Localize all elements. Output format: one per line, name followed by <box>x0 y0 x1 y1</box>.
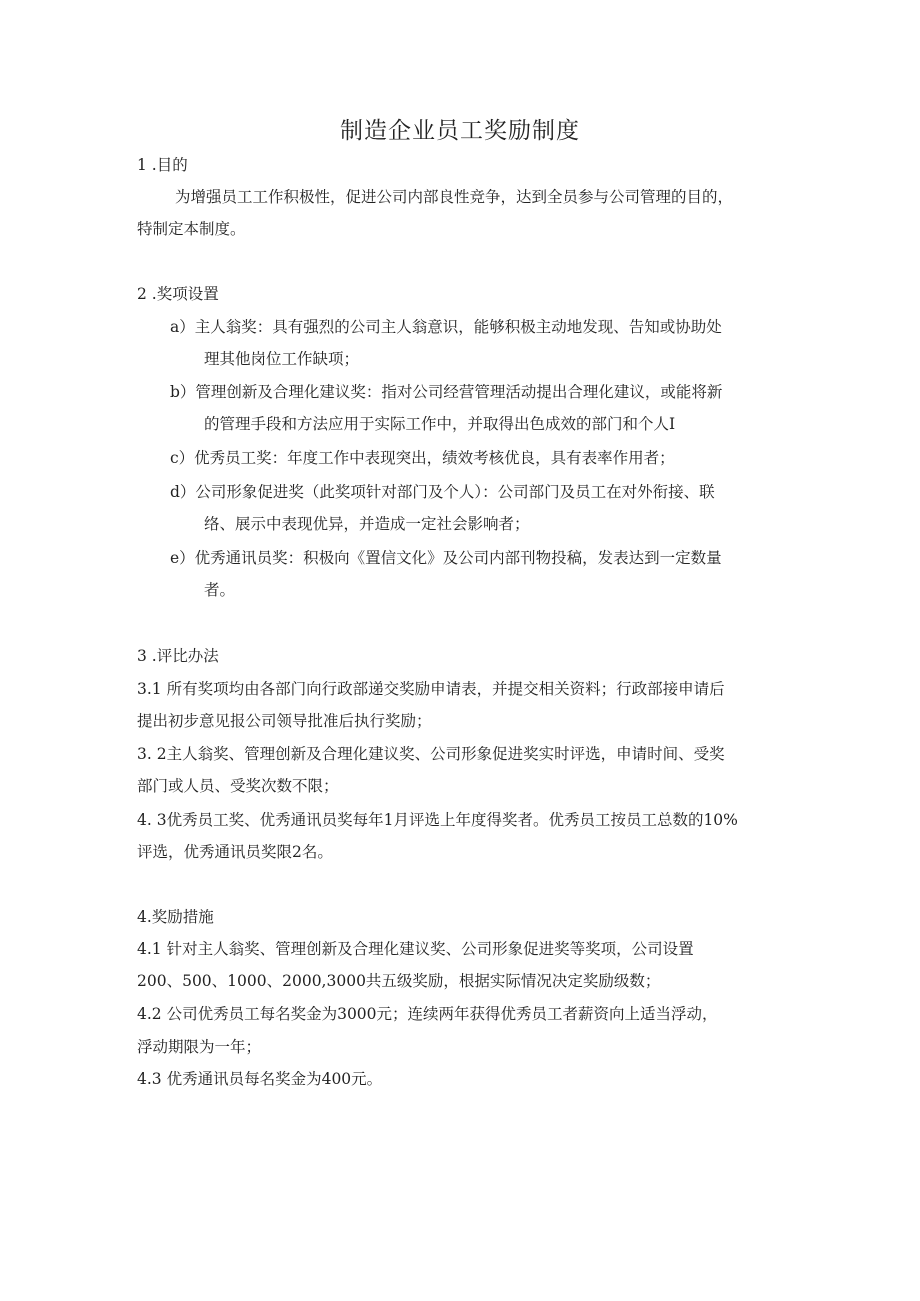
section-1-heading: 1 .目的 <box>137 156 188 174</box>
section-4-paragraph-line: 4.3 优秀通讯员每名奖金为400元。 <box>137 1070 383 1088</box>
award-item-a-line: 理其他岗位工作缺项； <box>204 350 360 368</box>
award-item-d-line: d）公司形象促进奖（此奖项针对部门及个人）：公司部门及员工在对外衔接、联 <box>170 483 715 501</box>
award-item-d-line: 络、展示中表现优异，并造成一定社会影响者； <box>204 515 530 533</box>
section-3-paragraph-line: 评选，优秀通讯员奖限2名。 <box>137 843 333 861</box>
award-item-e-line: e）优秀通讯员奖：积极向《置信文化》及公司内部刊物投稿，发表达到一定数量 <box>170 549 722 567</box>
award-item-c-line: c）优秀员工奖：年度工作中表现突出，绩效考核优良，具有表率作用者； <box>170 449 675 467</box>
award-item-b-line: b）管理创新及合理化建议奖：指对公司经营管理活动提出合理化建议，或能将新 <box>170 383 723 401</box>
section-3-heading: 3 .评比办法 <box>137 647 219 665</box>
award-item-a-line: a）主人翁奖：具有强烈的公司主人翁意识，能够积极主动地发现、告知或协助处 <box>170 318 722 336</box>
section-1-paragraph-line: 为增强员工工作积极性，促进公司内部良性竞争，达到全员参与公司管理的目的， <box>175 188 734 206</box>
section-1-paragraph-line: 特制定本制度。 <box>137 220 246 238</box>
award-item-e-line: 者。 <box>204 581 236 599</box>
section-3-paragraph-line: 提出初步意见报公司领导批准后执行奖励； <box>137 712 432 730</box>
section-3-paragraph-line: 3. 2主人翁奖、管理创新及合理化建议奖、公司形象促进奖实时评选，申请时间、受奖 <box>137 745 725 763</box>
section-3-paragraph-line: 3.1 所有奖项均由各部门向行政部递交奖励申请表，并提交相关资料；行政部接申请后 <box>137 680 725 698</box>
section-2-heading: 2 .奖项设置 <box>137 285 219 303</box>
section-4-paragraph-line: 4.2 公司优秀员工每名奖金为3000元；连续两年获得优秀员工者薪资向上适当浮动， <box>137 1005 718 1023</box>
award-item-b-line: 的管理手段和方法应用于实际工作中，并取得出色成效的部门和个人I <box>204 415 676 433</box>
document-title: 制造企业员工奖励制度 <box>340 118 580 144</box>
section-4-paragraph-line: 200、500、1000、2000,3000共五级奖励，根据实际情况决定奖励级数； <box>137 972 661 990</box>
section-4-paragraph-line: 浮动期限为一年； <box>137 1038 262 1056</box>
section-3-paragraph-line: 4. 3优秀员工奖、优秀通讯员奖每年1月评选上年度得奖者。优秀员工按员工总数的10% <box>137 811 738 829</box>
section-4-heading: 4.奖励措施 <box>137 908 214 926</box>
section-4-paragraph-line: 4.1 针对主人翁奖、管理创新及合理化建议奖、公司形象促进奖等奖项，公司设置 <box>137 940 694 958</box>
section-3-paragraph-line: 部门或人员、受奖次数不限； <box>137 777 339 795</box>
